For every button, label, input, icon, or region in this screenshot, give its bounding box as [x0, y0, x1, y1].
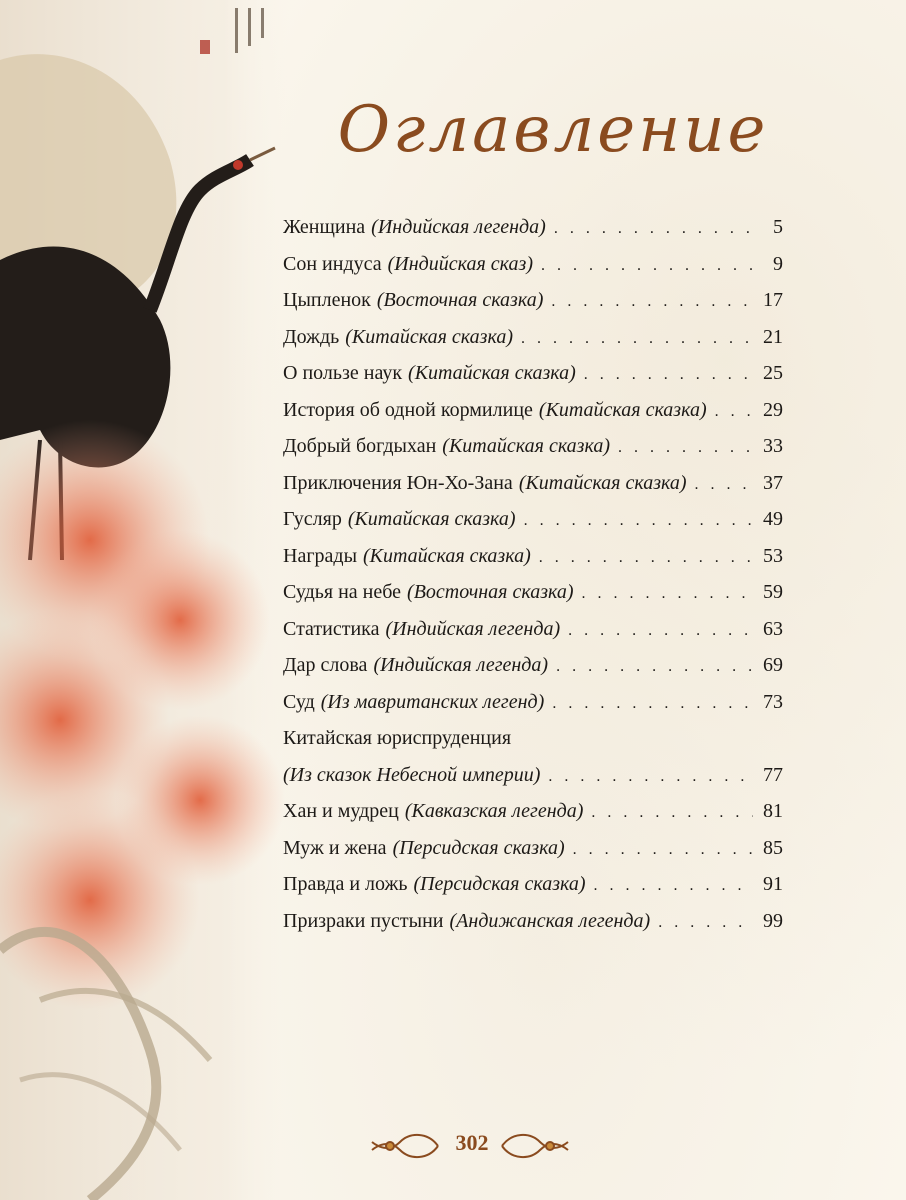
- toc-leader-dots: [551, 293, 753, 311]
- toc-entry-genre: (Кавказская легенда): [404, 800, 584, 822]
- toc-entry-page: 63: [763, 617, 783, 640]
- toc-leader-dots: [552, 695, 753, 713]
- toc-entry-genre: (Китайская сказка): [538, 398, 707, 421]
- toc-entry-genre: (Восточная сказка): [376, 289, 544, 311]
- page-title: Оглавление: [337, 93, 769, 167]
- toc-entry-page: 53: [763, 544, 783, 567]
- toc-leader-dots: [556, 658, 753, 676]
- toc-entry-page: 9: [773, 252, 783, 275]
- toc-leader-dots: [521, 330, 753, 348]
- toc-entry-heading[interactable]: [283, 727, 783, 764]
- toc-leader-dots: [658, 914, 753, 932]
- toc-entry-page: 33: [763, 435, 783, 457]
- toc-entry-genre: (Индийская сказ): [387, 252, 533, 275]
- toc-entry-title: Призраки пустыни: [283, 909, 444, 932]
- toc-entry[interactable]: [283, 837, 783, 874]
- toc-entry-genre: (Китайская сказка): [518, 471, 687, 494]
- toc-entry-page: 73: [763, 690, 783, 713]
- toc-entry-page: 49: [763, 508, 783, 530]
- toc-entry[interactable]: [283, 654, 783, 691]
- toc-entry-genre: (Восточная сказка): [407, 581, 574, 603]
- toc-entry-genre: (Андижанская легенда): [449, 909, 651, 932]
- toc-entry-title: Правда и ложь: [283, 873, 408, 895]
- toc-entry-page: 99: [763, 909, 783, 932]
- toc-entry-page: 5: [773, 216, 783, 238]
- toc-entry-page: 37: [763, 471, 783, 494]
- toc-leader-dots: [573, 841, 753, 859]
- toc-leader-dots: [591, 804, 753, 822]
- toc-entry[interactable]: [283, 800, 783, 837]
- toc-entry-title: Муж и жена: [283, 836, 387, 859]
- toc-leader-dots: [618, 439, 753, 457]
- toc-entry-page: 25: [763, 362, 783, 384]
- toc-entry-title: Женщина: [283, 216, 366, 238]
- toc-entry-title: Хан и мудрец: [283, 800, 399, 822]
- toc-entry[interactable]: [283, 545, 783, 582]
- toc-entry-page: 81: [763, 800, 783, 822]
- toc-entry-title: О пользе наук: [283, 362, 403, 384]
- toc-entry-title: Дождь: [283, 325, 340, 348]
- toc-entry-genre: (Китайская сказка): [345, 325, 513, 348]
- toc-entry-title: Судья на небе: [283, 581, 402, 603]
- toc-entry-page: 29: [763, 398, 783, 421]
- toc-entry[interactable]: [283, 910, 783, 947]
- toc-leader-dots: [584, 366, 753, 384]
- toc-entry-page: 77: [763, 763, 783, 786]
- table-of-contents: [283, 216, 783, 946]
- toc-leader-dots: [548, 768, 753, 786]
- toc-entry-genre: (Индийская легенда): [371, 216, 546, 238]
- toc-entry-title: Цыпленок: [283, 289, 371, 311]
- toc-leader-dots: [715, 403, 753, 421]
- toc-leader-dots: [524, 512, 753, 530]
- toc-entry-title: Суд: [283, 690, 315, 713]
- toc-entry-genre: (Индийская легенда): [385, 617, 561, 640]
- toc-leader-dots: [554, 220, 753, 238]
- toc-entry[interactable]: [283, 581, 783, 618]
- toc-leader-dots: [541, 257, 753, 275]
- toc-entry-genre: (Китайская сказка): [363, 544, 531, 567]
- toc-entry[interactable]: [283, 691, 783, 728]
- crane-painting-illustration: [0, 0, 300, 1200]
- toc-entry-title: Приключения Юн-Хо-Зана: [283, 471, 513, 494]
- toc-entry-genre: (Персидская сказка): [413, 873, 586, 895]
- toc-entry-genre: (Из сказок Небесной империи): [283, 763, 541, 786]
- toc-entry-genre: (Индийская легенда): [373, 654, 549, 676]
- toc-leader-dots: [539, 549, 753, 567]
- toc-entry[interactable]: [283, 399, 783, 436]
- toc-entry-page: 21: [763, 325, 783, 348]
- toc-entry[interactable]: [283, 216, 783, 253]
- toc-leader-dots: [695, 476, 753, 494]
- toc-entry-title: Сон индуса: [283, 252, 382, 275]
- toc-entry-title: История об одной кормилице: [283, 398, 533, 421]
- toc-entry-page: 17: [763, 289, 783, 311]
- toc-entry[interactable]: [283, 764, 783, 801]
- toc-entry[interactable]: [283, 472, 783, 509]
- toc-entry-page: 69: [763, 654, 783, 676]
- toc-entry[interactable]: [283, 618, 783, 655]
- toc-entry[interactable]: [283, 362, 783, 399]
- toc-entry[interactable]: [283, 873, 783, 910]
- toc-entry[interactable]: [283, 253, 783, 290]
- toc-entry-title: Статистика: [283, 617, 380, 640]
- toc-leader-dots: [568, 622, 753, 640]
- toc-entry-genre: (Китайская сказка): [408, 362, 576, 384]
- toc-entry-page: 91: [763, 873, 783, 895]
- toc-entry[interactable]: [283, 435, 783, 472]
- page-number: 302: [455, 1130, 489, 1155]
- toc-entry-page: 59: [763, 581, 783, 603]
- toc-entry-title: Китайская юриспруденция: [283, 727, 512, 749]
- toc-entry-genre: (Из мавританских легенд): [320, 690, 545, 713]
- toc-entry-genre: (Персидская сказка): [392, 836, 565, 859]
- toc-entry-page: 85: [763, 836, 783, 859]
- toc-leader-dots: [582, 585, 753, 603]
- toc-entry-title: Гусляр: [283, 508, 342, 530]
- toc-leader-dots: [594, 877, 753, 895]
- toc-entry[interactable]: [283, 289, 783, 326]
- toc-entry-genre: (Китайская сказка): [442, 435, 610, 457]
- toc-entry-genre: (Китайская сказка): [347, 508, 516, 530]
- toc-entry[interactable]: [283, 326, 783, 363]
- toc-entry[interactable]: [283, 508, 783, 545]
- toc-entry-title: Добрый богдыхан: [283, 435, 437, 457]
- toc-entry-title: Награды: [283, 544, 358, 567]
- toc-entry-title: Дар слова: [283, 654, 368, 676]
